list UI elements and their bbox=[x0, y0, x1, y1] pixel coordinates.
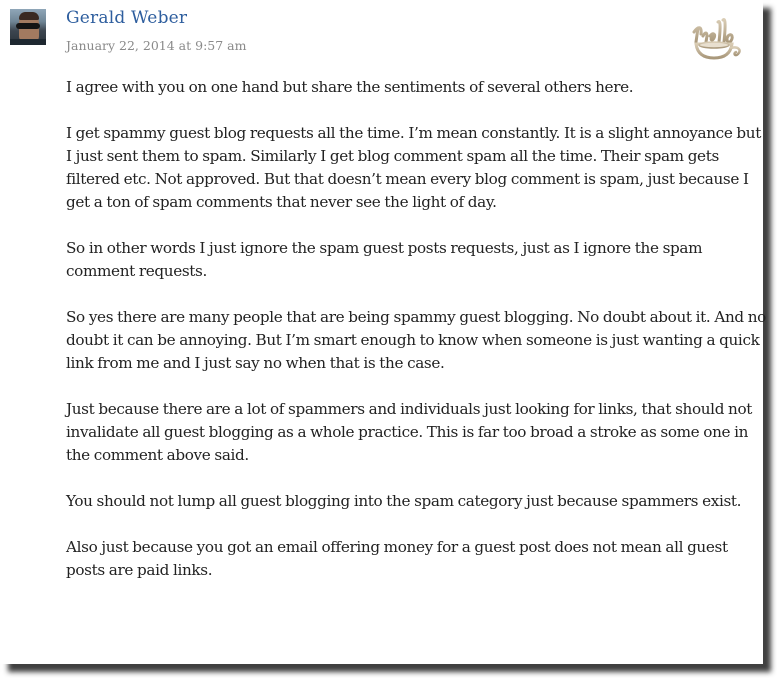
avatar-hair bbox=[19, 12, 39, 20]
comment-paragraph: You should not lump all guest blogging into the spam category just because spammers exist. bbox=[66, 492, 742, 510]
avatar-shirt bbox=[10, 39, 46, 45]
comment-paragraph: Just because there are a lot of spammers and individuals just looking for links, that should not invalidate all guest blogging as a whole practice. This is far too broad a stroke as some one in the comment above said. bbox=[66, 400, 753, 464]
comment-paragraph: Also just because you got an email offering money for a guest post does not mean all guest posts are paid links. bbox=[66, 538, 728, 579]
comment-body bbox=[66, 76, 766, 605]
comment-paragraph: So yes there are many people that are being spammy guest blogging. No doubt about it. And no doubt it can be annoying. But I’m smart enough to know when someone is just wanting a quick link from me and I just say no when that is the case. bbox=[66, 308, 766, 372]
coffee-cup-logo-icon bbox=[688, 12, 748, 64]
avatar-sunglasses bbox=[16, 23, 40, 29]
comment-timestamp-link[interactable]: January 22, 2014 at 9:57 am bbox=[66, 38, 247, 53]
comment-paragraph: I get spammy guest blog requests all the time. I’m mean constantly. It is a slight annoyance but I just sent them to spam. Similarly I get blog comment spam all the time. Their spam gets filtered etc. Not approved. But that doesn’t mean every blog comment is spam, just because I get a ton of spam comments that never see the light of day. bbox=[66, 124, 761, 211]
author-avatar[interactable] bbox=[10, 9, 46, 45]
comment-paragraph: So in other words I just ignore the spam guest posts requests, just as I ignore the spam comment requests. bbox=[66, 239, 703, 280]
comment-paragraph: I agree with you on one hand but share the sentiments of several others here. bbox=[66, 78, 634, 96]
author-name-link[interactable]: Gerald Weber bbox=[66, 8, 188, 28]
